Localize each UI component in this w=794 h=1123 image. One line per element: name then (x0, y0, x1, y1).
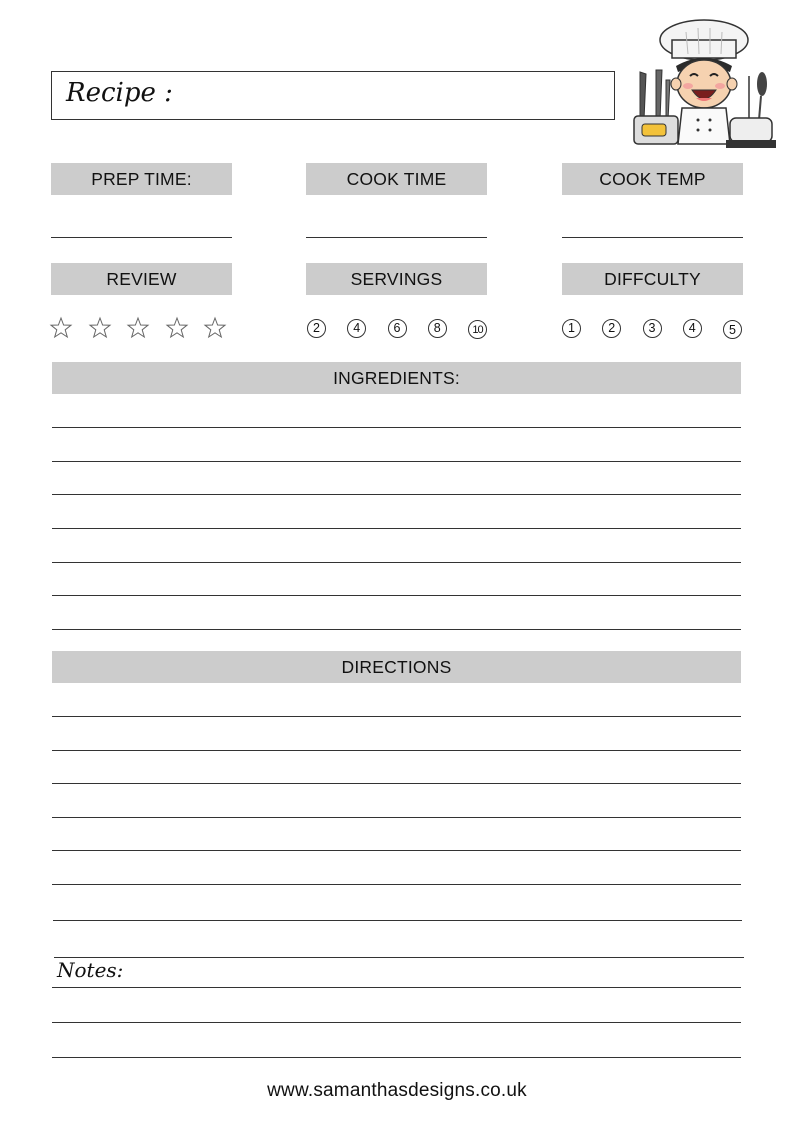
chef-illustration-icon (626, 10, 778, 150)
ingredient-line[interactable] (52, 562, 741, 563)
servings-option[interactable]: 4 (347, 319, 366, 338)
prep-time-input-line[interactable] (51, 237, 232, 238)
ingredient-line[interactable] (52, 427, 741, 428)
ingredient-line[interactable] (52, 595, 741, 596)
servings-option[interactable]: 8 (428, 319, 447, 338)
difficulty-option[interactable]: 2 (602, 319, 621, 338)
direction-line[interactable] (52, 783, 741, 784)
ingredient-line[interactable] (52, 494, 741, 495)
direction-line[interactable] (52, 850, 741, 851)
directions-header: DIRECTIONS (52, 651, 741, 683)
direction-line[interactable] (52, 750, 741, 751)
recipe-label: Recipe : (66, 78, 173, 108)
difficulty-option[interactable]: 4 (683, 319, 702, 338)
star-outline-icon[interactable] (49, 316, 73, 340)
servings-option[interactable]: 10 (468, 320, 487, 339)
direction-line[interactable] (52, 817, 741, 818)
star-outline-icon[interactable] (165, 316, 189, 340)
direction-line[interactable] (53, 920, 742, 921)
cook-temp-input-line[interactable] (562, 237, 743, 238)
ingredient-line[interactable] (52, 461, 741, 462)
ingredient-line[interactable] (52, 629, 741, 630)
ingredient-line[interactable] (52, 528, 741, 529)
cook-time-header: COOK TIME (306, 163, 487, 195)
servings-options (307, 317, 487, 339)
review-header: REVIEW (51, 263, 232, 295)
cook-time-input-line[interactable] (306, 237, 487, 238)
notes-line[interactable] (52, 1057, 741, 1058)
difficulty-option[interactable]: 3 (643, 319, 662, 338)
footer-website: www.samanthasdesigns.co.uk (267, 1080, 527, 1101)
notes-line[interactable] (52, 1022, 741, 1023)
notes-label: Notes: (57, 958, 124, 982)
notes-line[interactable] (52, 987, 741, 988)
direction-line[interactable] (52, 716, 741, 717)
prep-time-header: PREP TIME: (51, 163, 232, 195)
direction-line[interactable] (52, 884, 741, 885)
review-stars (49, 316, 227, 340)
difficulty-option[interactable]: 5 (723, 320, 742, 339)
star-outline-icon[interactable] (203, 316, 227, 340)
servings-option[interactable]: 2 (307, 319, 326, 338)
star-outline-icon[interactable] (88, 316, 112, 340)
cook-temp-header: COOK TEMP (562, 163, 743, 195)
servings-option[interactable]: 6 (388, 319, 407, 338)
difficulty-header: DIFFCULTY (562, 263, 743, 295)
notes-top-line (54, 957, 744, 958)
recipe-name-field[interactable] (51, 71, 615, 120)
star-outline-icon[interactable] (126, 316, 150, 340)
servings-header: SERVINGS (306, 263, 487, 295)
difficulty-options (562, 317, 742, 339)
ingredients-header: INGREDIENTS: (52, 362, 741, 394)
difficulty-option[interactable]: 1 (562, 319, 581, 338)
